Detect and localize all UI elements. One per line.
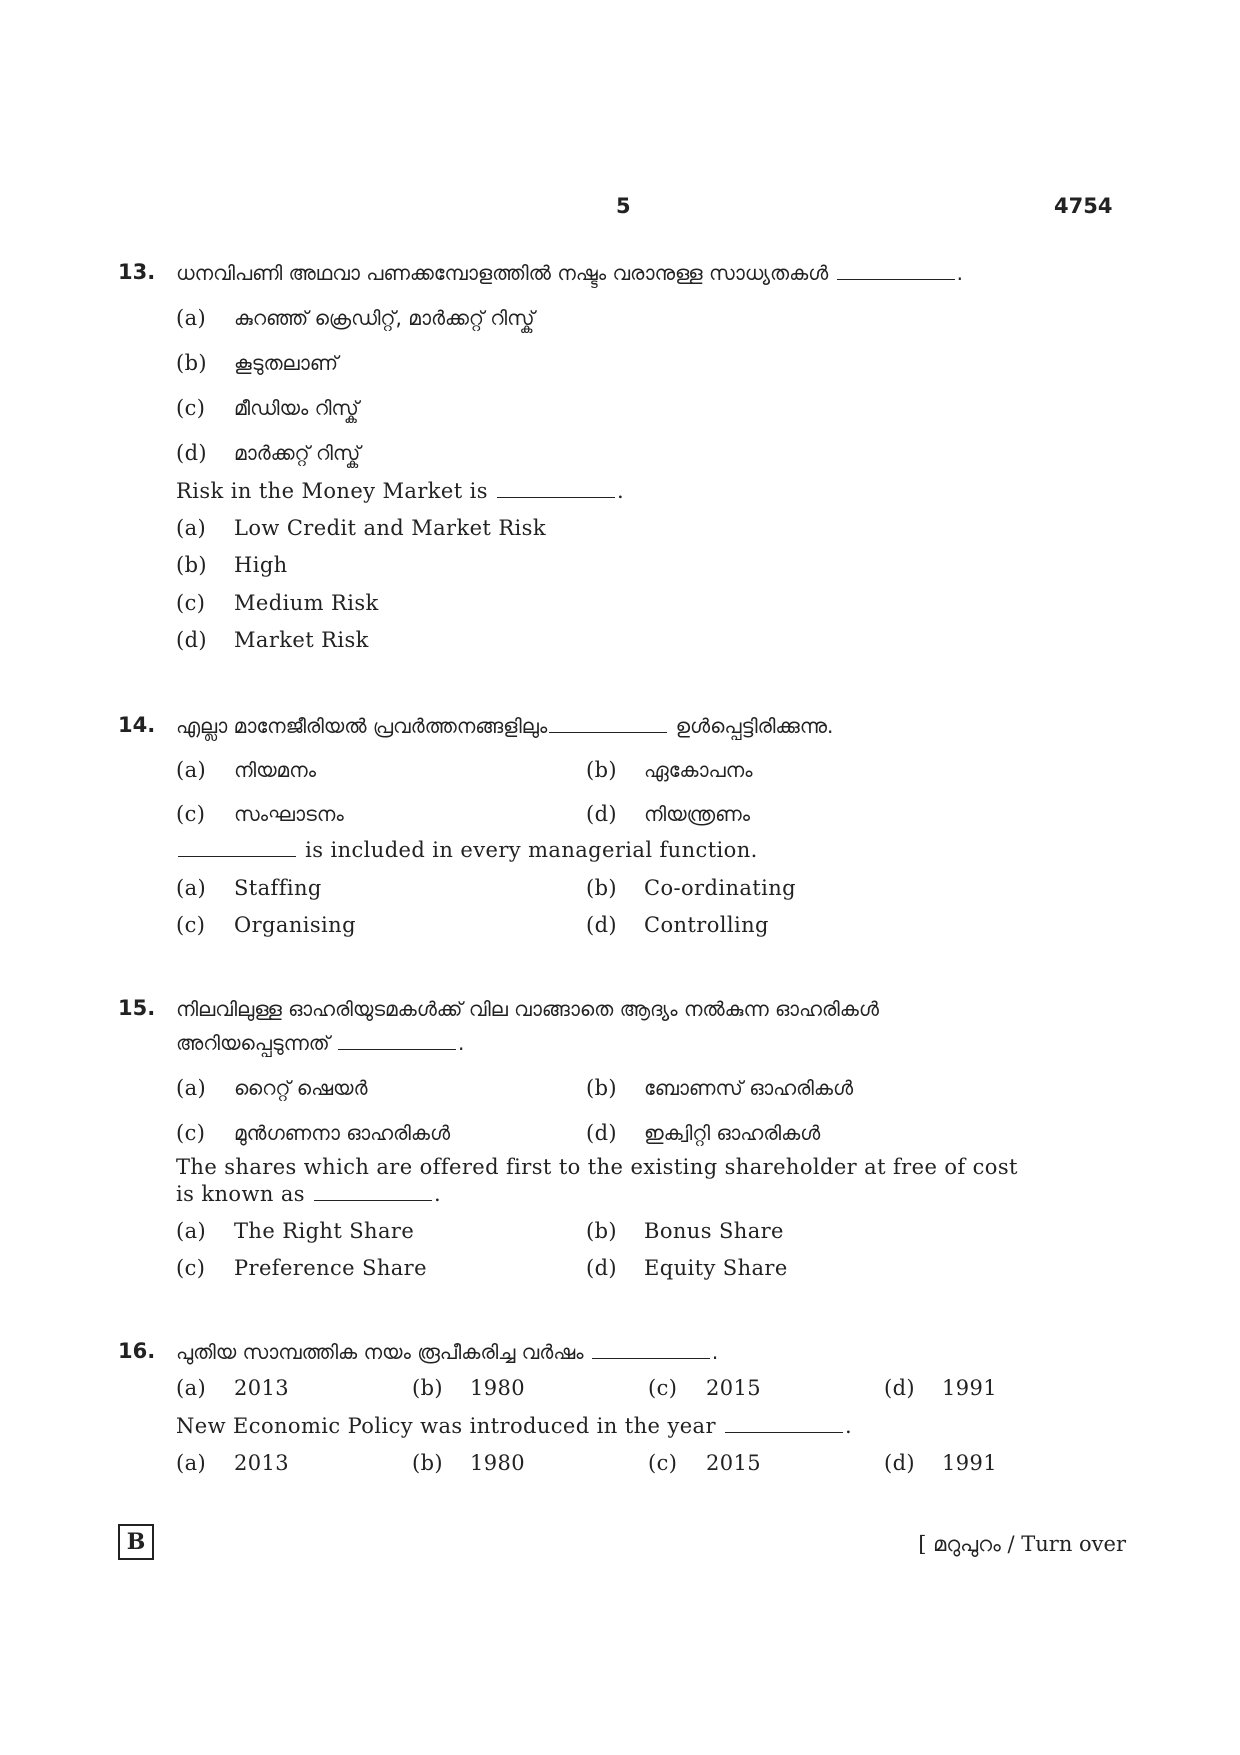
option-label: (d): [586, 1256, 618, 1280]
option-text: മീഡിയം റിസ്ക്: [234, 396, 359, 420]
option-text: റൈറ്റ് ഷെയർ: [234, 1076, 368, 1100]
option-label: (c): [176, 591, 206, 615]
answer-blank: [592, 1342, 710, 1359]
option-text: Bonus Share: [644, 1219, 784, 1243]
option-label: (a): [176, 516, 207, 540]
option-text: മുൻഗണനാ ഓഹരികൾ: [234, 1121, 451, 1145]
question-15-ml-stem-line1: നിലവിലുള്ള ഓഹരിയുടമകൾക്ക് വില വാങ്ങാതെ ആദ്യം നൽകുന്ന ഓഹരികൾ: [176, 997, 879, 1021]
option-label: (c): [648, 1376, 678, 1400]
question-14-en-stem: is included in every managerial function.: [176, 838, 758, 862]
question-15-number: 15.: [118, 996, 156, 1020]
option-text: 2013: [234, 1376, 290, 1400]
option-text: ബോണസ് ഓഹരികൾ: [644, 1076, 854, 1100]
option-text: മാർക്കറ്റ് റിസ്ക്: [234, 441, 361, 465]
option-text: 1991: [942, 1376, 998, 1400]
option-text: സംഘാടനം: [234, 802, 344, 826]
page-number: 5: [616, 194, 631, 218]
answer-blank: [338, 1033, 456, 1050]
answer-blank: [725, 1416, 843, 1433]
turn-over-label: [ മറുപുറം / Turn over: [918, 1532, 1126, 1556]
option-label: (b): [412, 1376, 444, 1400]
option-text: ഇക്വിറ്റി ഓഹരികൾ: [644, 1121, 821, 1145]
option-label: (b): [586, 1076, 618, 1100]
option-text: High: [234, 553, 288, 577]
option-text: കുറഞ്ഞ് ക്രെഡിറ്റ്, മാർക്കറ്റ് റിസ്ക്: [234, 306, 535, 330]
paper-code: 4754: [1054, 194, 1113, 218]
option-label: (b): [176, 351, 208, 375]
option-label: (c): [176, 1121, 206, 1145]
question-13-number: 13.: [118, 260, 156, 284]
option-text: ഏകോപനം: [644, 758, 753, 782]
option-label: (c): [176, 1256, 206, 1280]
option-label: (d): [176, 628, 208, 652]
option-label: (d): [176, 441, 208, 465]
option-text: Controlling: [644, 913, 769, 937]
answer-blank: [549, 716, 667, 733]
option-label: (d): [884, 1451, 916, 1475]
option-text: Co-ordinating: [644, 876, 797, 900]
booklet-code-box: B: [118, 1524, 154, 1560]
option-text: Preference Share: [234, 1256, 427, 1280]
question-13-en-stem: Risk in the Money Market is .: [176, 479, 625, 503]
option-label: (d): [586, 802, 618, 826]
option-text: 1980: [470, 1451, 526, 1475]
option-text: കൂടുതലാണ്: [234, 351, 339, 375]
option-label: (b): [586, 758, 618, 782]
question-16-number: 16.: [118, 1339, 156, 1363]
question-16-ml-stem: പുതിയ സാമ്പത്തിക നയം രൂപീകരിച്ച വർഷം .: [176, 1340, 719, 1364]
option-text: 2015: [706, 1376, 762, 1400]
option-label: (b): [586, 1219, 618, 1243]
option-text: Staffing: [234, 876, 322, 900]
option-label: (a): [176, 758, 207, 782]
option-label: (a): [176, 1451, 207, 1475]
option-label: (b): [412, 1451, 444, 1475]
option-label: (c): [176, 802, 206, 826]
answer-blank: [178, 840, 296, 857]
option-label: (a): [176, 876, 207, 900]
option-text: Organising: [234, 913, 356, 937]
question-15-en-stem-line2: is known as .: [176, 1182, 442, 1206]
question-14-ml-stem: എല്ലാ മാനേജീരിയൽ പ്രവർത്തനങ്ങളിലും ഉൾപ്പെട്ടിരിക്കുന്നു.: [176, 714, 834, 738]
question-15-ml-stem-line2: അറിയപ്പെടുന്നത് .: [176, 1031, 465, 1055]
option-label: (b): [176, 553, 208, 577]
question-13-ml-stem: ധനവിപണി അഥവാ പണക്കമ്പോളത്തിൽ നഷ്ടം വരാനുള്ള സാധ്യതകൾ .: [176, 261, 963, 285]
option-text: 1991: [942, 1451, 998, 1475]
option-text: നിയമനം: [234, 758, 317, 782]
option-text: Medium Risk: [234, 591, 379, 615]
option-label: (c): [176, 396, 206, 420]
option-text: 2013: [234, 1451, 290, 1475]
answer-blank: [497, 481, 615, 498]
option-label: (a): [176, 306, 207, 330]
option-label: (a): [176, 1076, 207, 1100]
answer-blank: [314, 1184, 432, 1201]
option-label: (a): [176, 1219, 207, 1243]
option-text: നിയന്ത്രണം: [644, 802, 751, 826]
option-label: (c): [176, 913, 206, 937]
option-label: (d): [586, 913, 618, 937]
answer-blank: [837, 263, 955, 280]
option-text: 2015: [706, 1451, 762, 1475]
option-text: Low Credit and Market Risk: [234, 516, 546, 540]
option-label: (d): [586, 1121, 618, 1145]
question-15-en-stem-line1: The shares which are offered first to the existing shareholder at free of cost: [176, 1155, 1018, 1179]
option-text: The Right Share: [234, 1219, 415, 1243]
option-label: (c): [648, 1451, 678, 1475]
option-label: (b): [586, 876, 618, 900]
option-text: Market Risk: [234, 628, 369, 652]
option-text: 1980: [470, 1376, 526, 1400]
option-text: Equity Share: [644, 1256, 788, 1280]
question-14-number: 14.: [118, 713, 156, 737]
question-16-en-stem: New Economic Policy was introduced in the year .: [176, 1414, 853, 1438]
option-label: (a): [176, 1376, 207, 1400]
option-label: (d): [884, 1376, 916, 1400]
